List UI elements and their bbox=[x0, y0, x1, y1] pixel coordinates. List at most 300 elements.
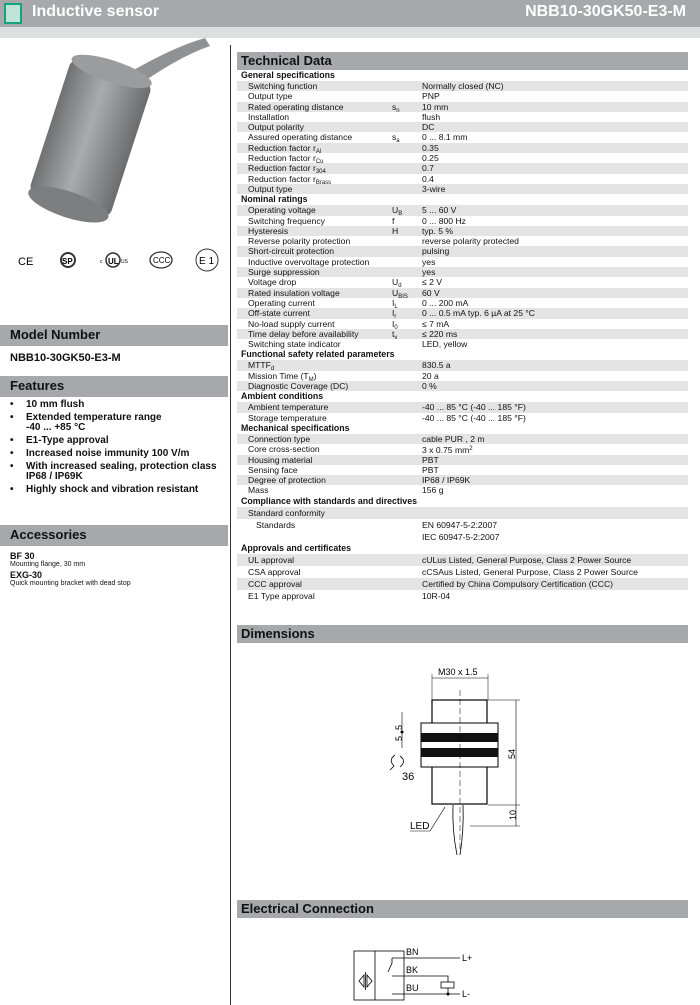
spec-label bbox=[237, 236, 392, 246]
spec-symbol bbox=[392, 143, 422, 153]
spec-label bbox=[237, 444, 392, 454]
spec-symbol bbox=[392, 381, 422, 391]
spec-symbol bbox=[392, 590, 422, 602]
cul-us-mark-icon bbox=[100, 253, 129, 267]
spec-row bbox=[237, 122, 688, 132]
spec-row bbox=[237, 277, 688, 290]
spec-value bbox=[422, 578, 688, 590]
spec-row bbox=[237, 507, 688, 519]
spec-value-text: -40 ... 85 °C (-40 ... 185 °F) bbox=[422, 412, 526, 423]
feature-text: With increased sealing, protection class IP68 / IP69K bbox=[26, 461, 217, 482]
spec-group-heading: Functional safety related parameters bbox=[241, 349, 395, 360]
spec-symbol-text: t bbox=[392, 328, 395, 339]
accessory-description: Mounting flange, 30 mm bbox=[10, 561, 86, 568]
spec-symbol bbox=[392, 319, 422, 329]
spec-label bbox=[237, 122, 392, 132]
spec-value-text: cCSAus Listed, General Purpose, Class 2 Power Source bbox=[422, 566, 638, 577]
spec-value bbox=[422, 174, 688, 184]
bullet-icon: • bbox=[10, 435, 14, 446]
spec-value-text: 0 ... 0.5 mA typ. 6 µA at 25 °C bbox=[422, 308, 536, 319]
spec-label bbox=[237, 215, 395, 226]
spec-symbol bbox=[392, 519, 422, 543]
spec-label bbox=[237, 226, 392, 236]
svg-text:E 1: E 1 bbox=[199, 256, 215, 267]
spec-row bbox=[237, 257, 688, 267]
spec-label bbox=[237, 308, 395, 319]
spec-label-subscript: Cu bbox=[315, 159, 324, 166]
spec-label-text: Core cross-section bbox=[248, 444, 320, 455]
spec-label-text: Reduction factor r bbox=[248, 163, 316, 174]
spec-value bbox=[422, 319, 688, 329]
spec-value bbox=[422, 339, 688, 349]
spec-value-text: yes bbox=[422, 267, 436, 278]
feature-item bbox=[10, 400, 228, 410]
spec-symbol bbox=[392, 184, 422, 194]
accessories-section bbox=[0, 525, 228, 590]
spec-symbol bbox=[392, 163, 422, 173]
technical-data-heading: Technical Data bbox=[237, 52, 688, 70]
spec-label-text: CCC approval bbox=[248, 578, 302, 589]
spec-row bbox=[237, 413, 688, 423]
spec-value bbox=[422, 112, 688, 122]
spec-label-text: Operating current bbox=[248, 297, 315, 308]
spec-label bbox=[237, 381, 392, 391]
spec-symbol bbox=[392, 174, 422, 184]
spec-value-text: 3 x 0.75 mm bbox=[422, 445, 470, 456]
features-section bbox=[0, 376, 228, 498]
spec-symbol bbox=[392, 81, 422, 91]
spec-value bbox=[422, 216, 688, 226]
spec-label-text: Output type bbox=[248, 183, 293, 194]
spec-label-text: Rated insulation voltage bbox=[248, 287, 340, 298]
spec-label-text: Off-state current bbox=[248, 308, 310, 319]
spec-symbol bbox=[392, 402, 422, 412]
spec-label-text: Mass bbox=[248, 485, 269, 496]
spec-value-text: 0.35 bbox=[422, 142, 439, 153]
spec-symbol bbox=[392, 277, 422, 290]
spec-label-text: Reduction factor r bbox=[248, 173, 316, 184]
cable-length-label: 10 bbox=[508, 809, 518, 820]
spec-label-suffix: ) bbox=[313, 370, 317, 381]
spec-value bbox=[422, 444, 688, 454]
spec-value-text: PBT bbox=[422, 454, 439, 465]
spec-label bbox=[237, 554, 392, 566]
spec-value-text: ≤ 7 mA bbox=[422, 318, 450, 329]
ccc-mark-icon bbox=[150, 252, 172, 268]
spec-value-text: cULus Listed, General Purpose, Class 2 Power Source bbox=[422, 554, 632, 565]
spec-label bbox=[237, 578, 392, 590]
supply-negative: L- bbox=[462, 989, 471, 999]
spec-symbol bbox=[392, 236, 422, 246]
spec-value-text: 10 mm bbox=[422, 101, 449, 112]
spec-value bbox=[422, 360, 688, 370]
spec-value bbox=[422, 371, 688, 381]
spec-row bbox=[237, 153, 688, 166]
spec-value-text: 20 a bbox=[422, 370, 439, 381]
spec-row bbox=[237, 216, 688, 226]
spec-row bbox=[237, 371, 688, 381]
spec-label bbox=[237, 485, 392, 495]
spec-label-text: Mission Time (T bbox=[248, 370, 309, 381]
e1-mark-icon bbox=[196, 249, 218, 271]
spec-label bbox=[237, 277, 392, 287]
spec-row bbox=[237, 205, 688, 218]
spec-label bbox=[237, 413, 392, 423]
spec-label bbox=[237, 318, 395, 329]
feature-text: 10 mm flush bbox=[26, 399, 85, 410]
spec-value-text: 156 g bbox=[422, 485, 444, 496]
spec-label-text: Hysteresis bbox=[248, 225, 289, 236]
spec-label bbox=[237, 246, 392, 256]
spec-value bbox=[422, 329, 688, 339]
spec-value bbox=[422, 519, 688, 543]
spec-label bbox=[237, 81, 392, 91]
spec-symbol bbox=[392, 371, 422, 381]
spec-value bbox=[422, 434, 688, 444]
feature-text: Extended temperature range -40 ... +85 °C bbox=[26, 412, 162, 433]
spec-row bbox=[237, 578, 688, 590]
spec-symbol-text: f bbox=[392, 215, 395, 226]
svg-text:c: c bbox=[100, 259, 103, 265]
spec-label bbox=[237, 371, 392, 381]
spec-value bbox=[422, 81, 688, 91]
spec-label-text: Installation bbox=[248, 111, 290, 122]
spec-value bbox=[422, 226, 688, 236]
spec-symbol bbox=[392, 288, 422, 298]
spec-label-text: Switching function bbox=[248, 81, 318, 91]
spec-label bbox=[237, 143, 392, 153]
spec-label-text: Surge suppression bbox=[248, 267, 320, 278]
spec-row bbox=[237, 132, 688, 145]
spec-row bbox=[237, 91, 688, 101]
feature-item bbox=[10, 462, 228, 482]
spec-label-subscript: Brass bbox=[315, 179, 332, 186]
spec-label-text: Housing material bbox=[248, 454, 313, 465]
spec-row bbox=[237, 360, 688, 373]
spec-group-heading: Approvals and certificates bbox=[241, 542, 351, 553]
spec-label-text: Switching frequency bbox=[248, 215, 325, 226]
accessory-description: Quick mounting bracket with dead stop bbox=[10, 580, 131, 587]
spec-label bbox=[237, 566, 392, 578]
spec-label bbox=[237, 465, 392, 475]
spec-label bbox=[237, 590, 392, 602]
spec-symbol-text: U bbox=[392, 205, 399, 216]
spec-label bbox=[237, 360, 392, 373]
wire-bn: BN bbox=[406, 947, 419, 957]
spec-label-text: Degree of protection bbox=[248, 475, 326, 486]
spec-label-text: Output polarity bbox=[248, 122, 304, 133]
spec-row bbox=[237, 339, 688, 349]
spec-value bbox=[422, 184, 688, 194]
header-model: NBB10-30GK50-E3-M bbox=[525, 3, 686, 20]
spec-symbol bbox=[392, 246, 422, 256]
spec-group-heading: Mechanical specifications bbox=[241, 422, 350, 433]
spec-value-text: 0.7 bbox=[422, 163, 434, 174]
spec-label-text: Connection type bbox=[248, 433, 311, 444]
spec-symbol-subscript: n bbox=[396, 107, 400, 114]
dimension-drawing bbox=[350, 660, 550, 860]
spec-symbol bbox=[392, 554, 422, 566]
spec-symbol-subscript: BIS bbox=[398, 293, 408, 300]
spec-value bbox=[422, 122, 688, 132]
spec-symbol bbox=[392, 360, 422, 370]
spec-value bbox=[422, 475, 688, 485]
spec-value-text: LED, yellow bbox=[422, 339, 468, 350]
spec-symbol-text: H bbox=[392, 225, 399, 236]
spec-value-text: flush bbox=[422, 111, 441, 122]
technical-data-table bbox=[237, 70, 688, 602]
spec-symbol-text: U bbox=[392, 287, 399, 298]
spec-label-text: Assured operating distance bbox=[248, 132, 353, 143]
spec-value bbox=[422, 381, 688, 391]
spec-value-text: 10R-04 bbox=[422, 590, 451, 601]
spec-label bbox=[237, 174, 392, 184]
spec-row bbox=[237, 381, 688, 391]
bullet-icon: • bbox=[10, 484, 14, 495]
spec-value bbox=[422, 143, 688, 153]
spec-symbol bbox=[392, 267, 422, 277]
spec-label bbox=[237, 91, 392, 101]
spec-label-text: Standards bbox=[256, 519, 296, 530]
spec-row bbox=[237, 308, 688, 321]
spec-row bbox=[237, 226, 688, 236]
spec-row bbox=[237, 566, 688, 578]
spec-symbol bbox=[392, 122, 422, 132]
model-number-heading: Model Number bbox=[0, 325, 228, 346]
spec-symbol bbox=[392, 578, 422, 590]
spec-label-text: Time delay before availability bbox=[248, 328, 359, 339]
spec-label bbox=[237, 184, 392, 194]
spec-row bbox=[237, 434, 688, 444]
spec-symbol bbox=[392, 455, 422, 465]
spec-value bbox=[422, 267, 688, 277]
spec-label bbox=[237, 153, 392, 166]
spec-value-text: typ. 5 % bbox=[422, 225, 454, 236]
spec-symbol bbox=[392, 205, 422, 218]
spec-row bbox=[237, 554, 688, 566]
spec-row bbox=[237, 475, 688, 485]
inductive-sensor-symbol-icon bbox=[359, 972, 372, 990]
accessories-heading: Accessories bbox=[0, 525, 228, 546]
spec-row bbox=[237, 519, 688, 543]
spec-symbol-text: I bbox=[392, 308, 395, 319]
spec-label bbox=[237, 267, 392, 277]
spec-value bbox=[422, 153, 688, 163]
spec-value-text: 5 ... 60 V bbox=[422, 205, 457, 216]
spec-symbol bbox=[392, 434, 422, 444]
spec-label-subscript: M bbox=[308, 376, 314, 383]
spec-value bbox=[422, 91, 688, 101]
spec-value bbox=[422, 507, 688, 519]
spec-value-text: 0 ... 8.1 mm bbox=[422, 132, 468, 143]
spec-value-text: 0.4 bbox=[422, 173, 434, 184]
spec-value-text: 0 ... 800 Hz bbox=[422, 215, 466, 226]
spec-label bbox=[237, 339, 392, 349]
spec-row bbox=[237, 402, 688, 412]
spec-row bbox=[237, 163, 688, 176]
spec-row bbox=[237, 184, 688, 194]
spec-label-text: No-load supply current bbox=[248, 318, 335, 329]
spec-value-text: -40 ... 85 °C (-40 ... 185 °F) bbox=[422, 402, 526, 413]
spec-value-text: cable PUR , 2 m bbox=[422, 433, 485, 444]
spec-value bbox=[422, 455, 688, 465]
spec-symbol-subscript: a bbox=[396, 138, 400, 145]
bullet-icon: • bbox=[10, 448, 14, 459]
dimensions-heading: Dimensions bbox=[237, 625, 688, 643]
spec-symbol bbox=[392, 298, 422, 308]
spec-value bbox=[422, 308, 688, 318]
accessory-name: BF 30 bbox=[10, 551, 35, 561]
spec-label bbox=[237, 297, 395, 308]
spec-label-text: E1 Type approval bbox=[248, 590, 315, 601]
spec-label-text: CSA approval bbox=[248, 566, 301, 577]
spec-value bbox=[422, 566, 688, 578]
certification-marks bbox=[0, 247, 228, 275]
header-band bbox=[0, 27, 700, 38]
spec-label bbox=[237, 434, 392, 444]
thread-label: M30 x 1.5 bbox=[438, 667, 478, 677]
spec-value-text: EN 60947-5-2:2007 bbox=[422, 519, 498, 530]
spec-symbol bbox=[392, 226, 422, 236]
spec-value-text: pulsing bbox=[422, 246, 450, 257]
feature-item bbox=[10, 485, 228, 495]
svg-text:US: US bbox=[121, 259, 128, 265]
spec-symbol-text: s bbox=[392, 132, 397, 143]
product-image bbox=[0, 38, 228, 228]
model-number-value: NBB10-30GK50-E3-M bbox=[10, 352, 121, 364]
spec-symbol bbox=[392, 444, 422, 454]
spec-label-text: Switching state indicator bbox=[248, 339, 341, 350]
spec-value bbox=[422, 288, 688, 298]
spec-value-text: Certified by China Compulsory Certification (CCC) bbox=[422, 578, 614, 589]
spec-symbol bbox=[392, 132, 422, 145]
wrench-icon bbox=[390, 755, 404, 770]
spec-label bbox=[237, 288, 392, 298]
supply-positive: L+ bbox=[462, 953, 473, 963]
spec-row bbox=[237, 246, 688, 256]
spec-value-text: yes bbox=[422, 256, 436, 267]
spec-label bbox=[237, 507, 392, 519]
spec-value-text: 830.5 a bbox=[422, 360, 451, 371]
spec-row bbox=[237, 444, 688, 454]
spec-label-text: Diagnostic Coverage (DC) bbox=[248, 381, 349, 392]
spec-value-line2: IEC 60947-5-2:2007 bbox=[422, 531, 500, 542]
spec-row bbox=[237, 174, 688, 184]
spec-symbol bbox=[392, 112, 422, 122]
spec-value bbox=[422, 205, 688, 215]
spec-group-heading: Ambient conditions bbox=[241, 391, 324, 402]
spec-label bbox=[237, 475, 392, 485]
accessory-name: EXG-30 bbox=[10, 570, 43, 580]
spec-symbol bbox=[392, 216, 422, 226]
svg-text:SP: SP bbox=[62, 257, 73, 266]
spec-group-heading: General specifications bbox=[241, 70, 335, 80]
feature-text: E1-Type approval bbox=[26, 435, 109, 446]
ce-mark-icon: CE bbox=[18, 256, 34, 268]
spec-symbol-subscript: L bbox=[394, 303, 398, 310]
spec-value bbox=[422, 465, 688, 475]
spec-symbol bbox=[392, 153, 422, 163]
spec-value-text: ≤ 2 V bbox=[422, 277, 443, 288]
spec-value-text: 0 ... 200 mA bbox=[422, 297, 469, 308]
spec-label bbox=[237, 102, 392, 112]
spec-row bbox=[237, 112, 688, 122]
spec-label-text: Storage temperature bbox=[248, 412, 327, 423]
spec-value bbox=[422, 277, 688, 287]
spec-value bbox=[422, 298, 688, 308]
spec-row bbox=[237, 81, 688, 91]
spec-symbol bbox=[392, 329, 422, 339]
spec-row bbox=[237, 267, 688, 277]
spec-label bbox=[237, 163, 392, 176]
spec-value bbox=[422, 102, 688, 112]
spec-label-text: Standard conformity bbox=[248, 507, 325, 518]
spec-value bbox=[422, 236, 688, 246]
spec-symbol bbox=[392, 308, 422, 321]
led-label: LED bbox=[410, 821, 430, 832]
spec-value-text: IP68 / IP69K bbox=[422, 475, 471, 486]
spec-label-text: Output type bbox=[248, 91, 293, 102]
spec-label-subscript: 304 bbox=[315, 169, 326, 176]
spec-label-text: Operating voltage bbox=[248, 205, 316, 216]
spec-value-text: ≤ 220 ms bbox=[422, 328, 458, 339]
spec-label-text: Reduction factor r bbox=[248, 142, 316, 153]
svg-text:UL: UL bbox=[108, 257, 119, 266]
feature-text: Highly shock and vibration resistant bbox=[26, 484, 199, 495]
spec-symbol bbox=[392, 485, 422, 495]
spec-value bbox=[422, 257, 688, 267]
spec-symbol bbox=[392, 566, 422, 578]
spec-symbol-subscript: 0 bbox=[394, 324, 398, 331]
spec-symbol-subscript: v bbox=[394, 334, 398, 341]
feature-item bbox=[10, 436, 228, 446]
spec-label-text: Reverse polarity protection bbox=[248, 236, 351, 247]
feature-item bbox=[10, 413, 228, 433]
spec-value-text: 0 % bbox=[422, 381, 437, 392]
spec-row bbox=[237, 465, 688, 475]
spec-symbol-text: U bbox=[392, 277, 399, 288]
spec-symbol bbox=[392, 413, 422, 423]
spec-row bbox=[237, 485, 688, 495]
spec-label-text: Rated operating distance bbox=[248, 101, 344, 112]
column-divider bbox=[230, 45, 231, 1005]
spec-symbol-subscript: B bbox=[398, 211, 403, 218]
features-heading: Features bbox=[0, 376, 228, 397]
spec-label-text: MTTF bbox=[248, 360, 271, 371]
spec-label-text: Reduction factor r bbox=[248, 153, 316, 164]
spec-label-text: Inductive overvoltage protection bbox=[248, 256, 370, 267]
spec-value bbox=[422, 132, 688, 142]
spec-symbol-text: I bbox=[392, 297, 395, 308]
svg-text:5: 5 bbox=[394, 735, 404, 741]
spec-row bbox=[237, 329, 688, 339]
model-number-section bbox=[0, 325, 228, 370]
bullet-icon: • bbox=[10, 461, 14, 472]
spec-value-text: PBT bbox=[422, 464, 439, 475]
electrical-connection-heading: Electrical Connection bbox=[237, 900, 688, 918]
spec-value bbox=[422, 402, 688, 412]
spec-label-text: UL approval bbox=[248, 554, 295, 565]
spec-symbol bbox=[392, 102, 422, 112]
spec-label-text: Short-circuit protection bbox=[248, 246, 334, 257]
wire-bu: BU bbox=[406, 983, 419, 993]
spec-label bbox=[237, 257, 392, 267]
spec-symbol bbox=[392, 91, 422, 101]
spec-row bbox=[237, 319, 688, 329]
spec-value-text: 3-wire bbox=[422, 183, 446, 194]
spec-value-text: reverse polarity protected bbox=[422, 236, 519, 247]
spec-value-text: Normally closed (NC) bbox=[422, 81, 504, 91]
